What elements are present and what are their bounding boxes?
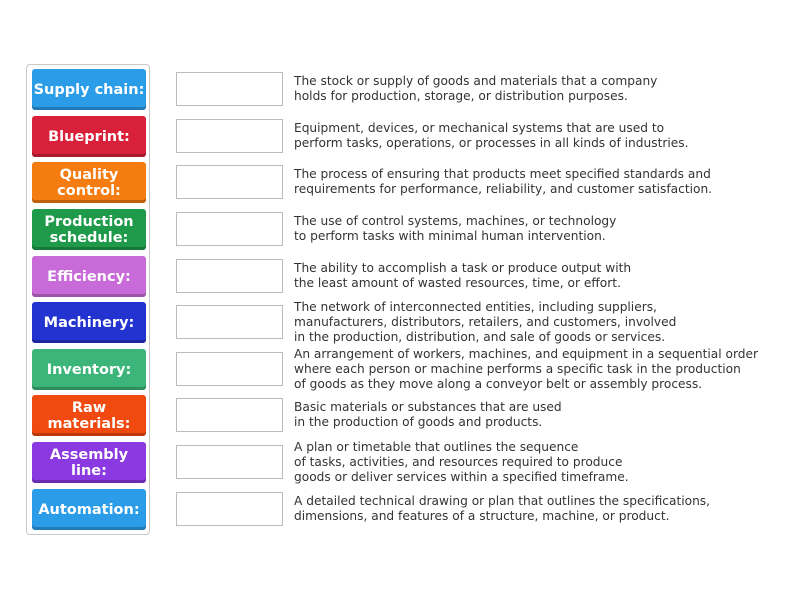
- term-card[interactable]: Automation:: [32, 489, 146, 530]
- definition: [294, 346, 784, 392]
- definition: [294, 66, 784, 112]
- definition-text: The ability to accomplish a task or produce output with the least amount of wasted resources, time, or effort.: [294, 261, 632, 290]
- definition-text: The stock or supply of goods and materials that a company holds for production, storage, or distribution purposes.: [294, 74, 658, 103]
- drop-slot[interactable]: [176, 305, 283, 339]
- definition-text: An arrangement of workers, machines, and equipment in a sequential order where each person or machine performs a specific task in the production of goods as they move along a conveyor belt or assembly process.: [294, 346, 759, 391]
- definition-text: The network of interconnected entities, including suppliers, manufacturers, distributors, retailers, and customers, involved in the production, distribution, and sale of goods or services.: [294, 299, 677, 344]
- term-card[interactable]: Raw materials:: [32, 395, 146, 436]
- definition: [294, 206, 784, 252]
- drop-slot[interactable]: [176, 445, 283, 479]
- definition: [294, 159, 784, 205]
- definition: [294, 113, 784, 159]
- term-card[interactable]: Supply chain:: [32, 69, 146, 110]
- term-card[interactable]: Efficiency:: [32, 256, 146, 297]
- definition-text: The use of control systems, machines, or technology to perform tasks with minimal human intervention.: [294, 214, 617, 243]
- definition: [294, 392, 784, 438]
- drop-slot[interactable]: [176, 165, 283, 199]
- drop-slot[interactable]: [176, 72, 283, 106]
- definition: [294, 439, 784, 485]
- definition: [294, 253, 784, 299]
- definition: [294, 299, 784, 345]
- definition-text: Basic materials or substances that are used in the production of goods and products.: [294, 400, 562, 429]
- drop-slot[interactable]: [176, 492, 283, 526]
- definition-text: A plan or timetable that outlines the sequence of tasks, activities, and resources required to produce goods or deliver services within a specified timeframe.: [294, 439, 629, 484]
- definition-text: A detailed technical drawing or plan that outlines the specifications, dimensions, and features of a structure, machine, or product.: [294, 494, 711, 523]
- term-card[interactable]: Blueprint:: [32, 116, 146, 157]
- definition: [294, 486, 784, 532]
- term-card[interactable]: Inventory:: [32, 349, 146, 390]
- drop-slot[interactable]: [176, 259, 283, 293]
- drop-slot[interactable]: [176, 212, 283, 246]
- drop-slot[interactable]: [176, 119, 283, 153]
- drop-slot[interactable]: [176, 398, 283, 432]
- drop-slot[interactable]: [176, 352, 283, 386]
- term-card[interactable]: Machinery:: [32, 302, 146, 343]
- definition-text: Equipment, devices, or mechanical systems that are used to perform tasks, operations, or processes in all kinds of industries.: [294, 121, 689, 150]
- definition-text: The process of ensuring that products meet specified standards and requirements for performance, reliability, and customer satisfaction.: [294, 167, 713, 196]
- term-card[interactable]: Production schedule:: [32, 209, 146, 250]
- term-card[interactable]: Assembly line:: [32, 442, 146, 483]
- term-card[interactable]: Quality control:: [32, 162, 146, 203]
